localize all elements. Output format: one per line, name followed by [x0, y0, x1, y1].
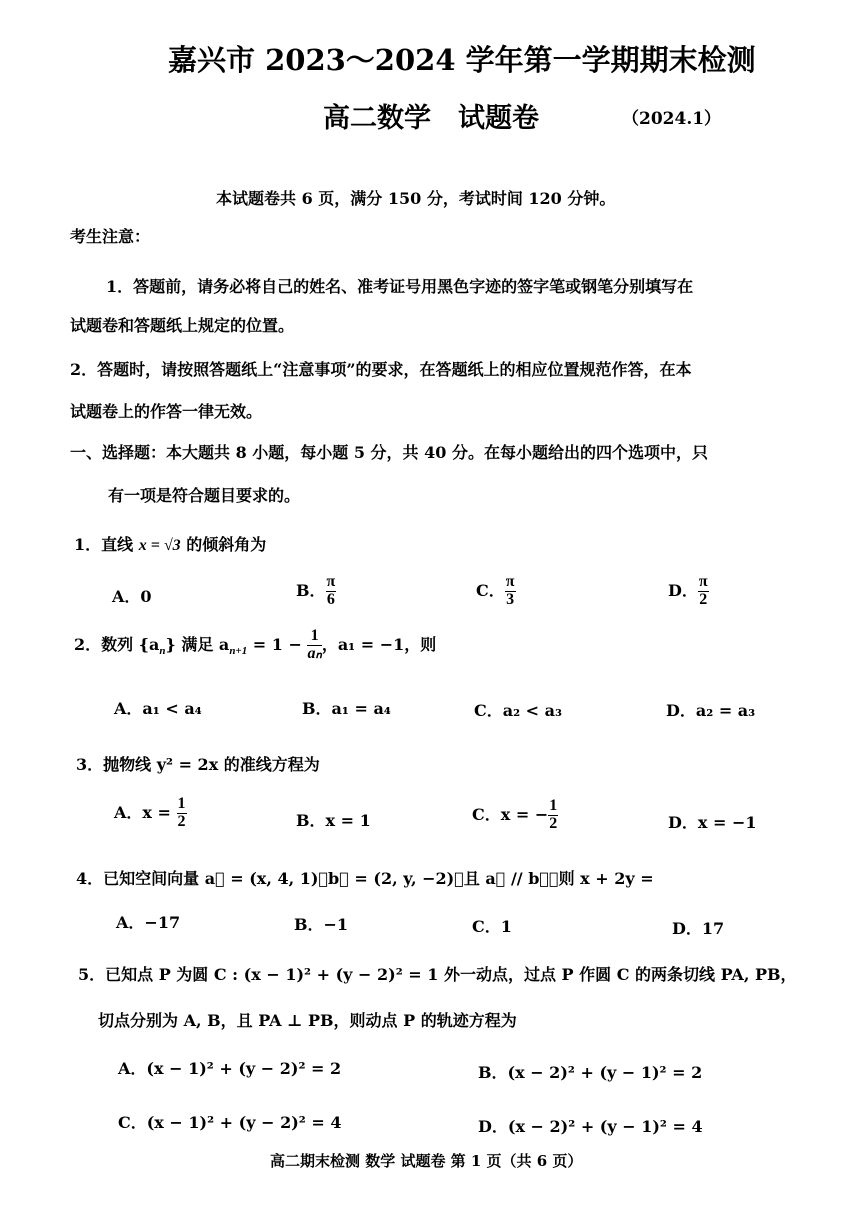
- question-4-stem: 4．已知空间向量 a⃗ = (x, 4, 1)，b⃗ = (2, y, −2)，且 a⃗ // b⃗，则 x + 2y =: [76, 869, 654, 888]
- notice-item-1-line-1: 1．答题前，请务必将自己的姓名、准考证号用黑色字迹的签字笔或钢笔分别填写在: [106, 277, 694, 296]
- question-1-stem: 1．直线 x = √3 的倾斜角为: [74, 535, 267, 554]
- q5-option-b: B．(x − 2)² + (y − 1)² = 2: [478, 1063, 703, 1082]
- q4-option-a: A．−17: [116, 913, 181, 932]
- question-3-stem: 3．抛物线 y² = 2x 的准线方程为: [76, 755, 320, 774]
- q2-option-c: C．a₂ < a₃: [474, 701, 563, 720]
- question-2-stem: 2．数列 $\{a_n\}$ 满足 $a_{n+1} = 1$ − $\frac{1}{\text{aₙ}}$ ，a₁ = −1，则: [74, 627, 437, 662]
- notice-item-2-line-1: 2．答题时，请按照答题纸上“注意事项”的要求，在答题纸上的相应位置规范作答，在本: [70, 360, 692, 379]
- q1-option-b: B． $\frac{\pi}{6}$: [296, 573, 336, 608]
- q4-option-c: C．1: [472, 917, 512, 936]
- section-heading-line-2: 有一项是符合题目要求的。: [108, 486, 301, 505]
- exam-title: 嘉兴市 2023～2024 学年第一学期期末检测: [168, 43, 756, 77]
- notice-item-2-line-2: 试题卷上的作答一律无效。: [70, 402, 263, 421]
- q2-option-a: A．a₁ < a₄: [114, 699, 202, 718]
- q2-option-b: B．a₁ = a₄: [302, 699, 391, 718]
- question-5-stem-line-1: 5．已知点 P 为圆 C : (x − 1)² + (y − 2)² = 1 外一动点，过点 P 作圆 C 的两条切线 PA, PB，: [78, 965, 797, 984]
- q5-option-a: A．(x − 1)² + (y − 2)² = 2: [118, 1059, 342, 1078]
- exam-date: （2024.1）: [622, 109, 722, 129]
- exam-intro: 本试题卷共 6 页，满分 150 分，考试时间 120 分钟。: [216, 189, 616, 208]
- q1-option-c: C． $\frac{\pi}{3}$: [476, 573, 515, 608]
- q4-option-d: D．17: [672, 919, 725, 938]
- question-5-stem-line-2: 切点分别为 A, B，且 PA ⊥ PB，则动点 P 的轨迹方程为: [98, 1011, 517, 1030]
- q3-option-a: A．x = $\frac{1}{2}$: [114, 795, 186, 830]
- notice-item-1-line-2: 试题卷和答题纸上规定的位置。: [70, 316, 295, 335]
- q5-option-c: C．(x − 1)² + (y − 2)² = 4: [118, 1113, 342, 1132]
- q1-option-a: A．0: [112, 587, 152, 606]
- exam-subtitle: 高二数学 试题卷: [323, 103, 539, 134]
- q3-option-d: D．x = −1: [668, 813, 757, 832]
- q2-option-d: D．a₂ = a₃: [666, 701, 756, 720]
- q3-option-b: B．x = 1: [296, 811, 371, 830]
- q1-option-d: D． $\frac{\pi}{2}$: [668, 573, 708, 608]
- q4-option-b: B．−1: [294, 915, 349, 934]
- page-footer: 高二期末检测 数学 试题卷 第 1 页（共 6 页）: [270, 1152, 583, 1170]
- notice-heading: 考生注意：: [70, 227, 151, 246]
- q5-option-d: D．(x − 2)² + (y − 1)² = 4: [478, 1117, 703, 1136]
- section-heading-line-1: 一、选择题：本大题共 8 小题，每小题 5 分，共 40 分。在每小题给出的四个选项中，只: [70, 443, 708, 462]
- q3-option-c: C．x = − $\frac{1}{2}$: [472, 797, 558, 832]
